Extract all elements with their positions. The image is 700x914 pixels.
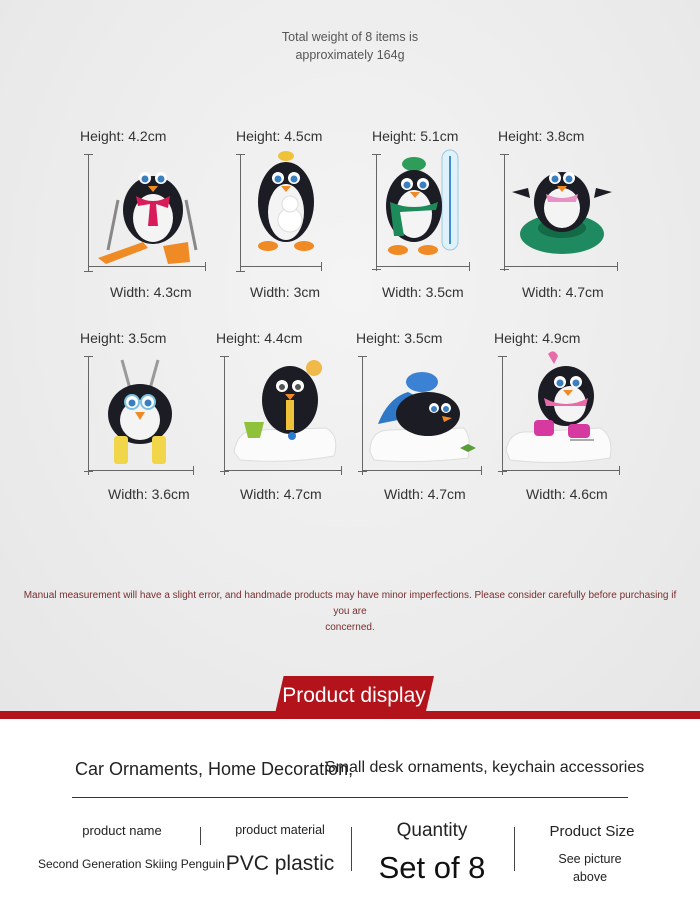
section-banner-bar [0, 711, 700, 719]
weight-note-line2: approximately 164g [295, 48, 405, 62]
width-dimension-line [502, 470, 620, 471]
penguin-item-5 [80, 330, 230, 510]
snowboard-penguin-figure [380, 146, 470, 258]
skiing-penguin-figure [98, 150, 208, 265]
width-label: Width: 3.5cm [382, 284, 464, 300]
ski-pole-penguin-figure [98, 356, 198, 466]
disclaimer-line1: Manual measurement will have a slight error, and handmade products may have minor imperfections. Please consider carefully before purchasing if you are [23, 590, 677, 617]
penguin-item-2 [236, 128, 386, 308]
penguin-item-6 [216, 330, 366, 510]
product-size-label: Product Size [549, 823, 635, 840]
sledding-penguin-figure [368, 368, 480, 464]
width-dimension-line [362, 470, 482, 471]
penguin-with-snowman-figure [250, 150, 330, 255]
product-material-value: PVC plastic [225, 852, 335, 875]
width-dimension-line [88, 470, 194, 471]
spec-divider-1 [200, 827, 201, 845]
width-label: Width: 4.7cm [522, 284, 604, 300]
fishing-penguin-figure [230, 356, 342, 466]
skating-penguin-figure [504, 348, 618, 466]
width-dimension-line [224, 470, 342, 471]
product-size-value-line2: above [572, 870, 608, 884]
height-dimension-line [502, 356, 503, 472]
width-dimension-line [504, 266, 618, 267]
disclaimer-line2: concerned. [325, 622, 375, 633]
height-dimension-line [224, 356, 225, 472]
product-size-value [550, 850, 630, 886]
height-label: Height: 4.5cm [236, 128, 323, 144]
product-name-label: product name [82, 823, 162, 838]
width-dimension-line [376, 266, 470, 267]
height-label: Height: 4.2cm [80, 128, 167, 144]
weight-note [250, 28, 450, 64]
usage-text-primary: Car Ornaments, Home Decoration, [75, 759, 354, 779]
section-banner-title: Product display [282, 684, 426, 707]
height-label: Height: 3.5cm [356, 330, 443, 346]
penguin-item-7 [356, 330, 506, 510]
weight-note-line1: Total weight of 8 items is [281, 30, 419, 44]
tube-penguin-figure [512, 158, 612, 258]
height-label: Height: 4.9cm [494, 330, 581, 346]
height-dimension-line [376, 154, 377, 270]
spec-divider-3 [514, 827, 515, 871]
usage-text-secondary: Small desk ornaments, keychain accessories [325, 759, 645, 776]
disclaimer-text [20, 588, 680, 636]
height-dimension-line [88, 154, 89, 272]
height-label: Height: 4.4cm [216, 330, 303, 346]
spec-divider-2 [351, 827, 352, 871]
penguin-item-1 [80, 128, 230, 308]
height-dimension-line [240, 154, 241, 272]
width-label: Width: 4.3cm [110, 284, 192, 300]
width-label: Width: 3cm [250, 284, 321, 300]
width-label: Width: 4.7cm [240, 486, 322, 502]
width-dimension-line [240, 266, 322, 267]
penguin-item-8 [494, 330, 644, 510]
quantity-value: Set of 8 [378, 850, 486, 885]
height-dimension-line [362, 356, 363, 472]
height-label: Height: 3.8cm [498, 128, 585, 144]
info-separator [72, 797, 628, 798]
quantity-label: Quantity [396, 820, 468, 841]
width-label: Width: 4.7cm [384, 486, 466, 502]
product-size-value-line1: See picture [558, 852, 622, 866]
width-label: Width: 3.6cm [108, 486, 190, 502]
height-label: Height: 5.1cm [372, 128, 459, 144]
product-name-value: Second Generation Skiing Penguin [38, 857, 225, 871]
height-dimension-line [504, 154, 505, 270]
product-material-label: product material [235, 823, 325, 837]
penguin-item-4 [498, 128, 648, 308]
height-dimension-line [88, 356, 89, 472]
product-info-section [0, 719, 700, 914]
width-dimension-line [88, 266, 206, 267]
height-label: Height: 3.5cm [80, 330, 167, 346]
width-label: Width: 4.6cm [526, 486, 608, 502]
